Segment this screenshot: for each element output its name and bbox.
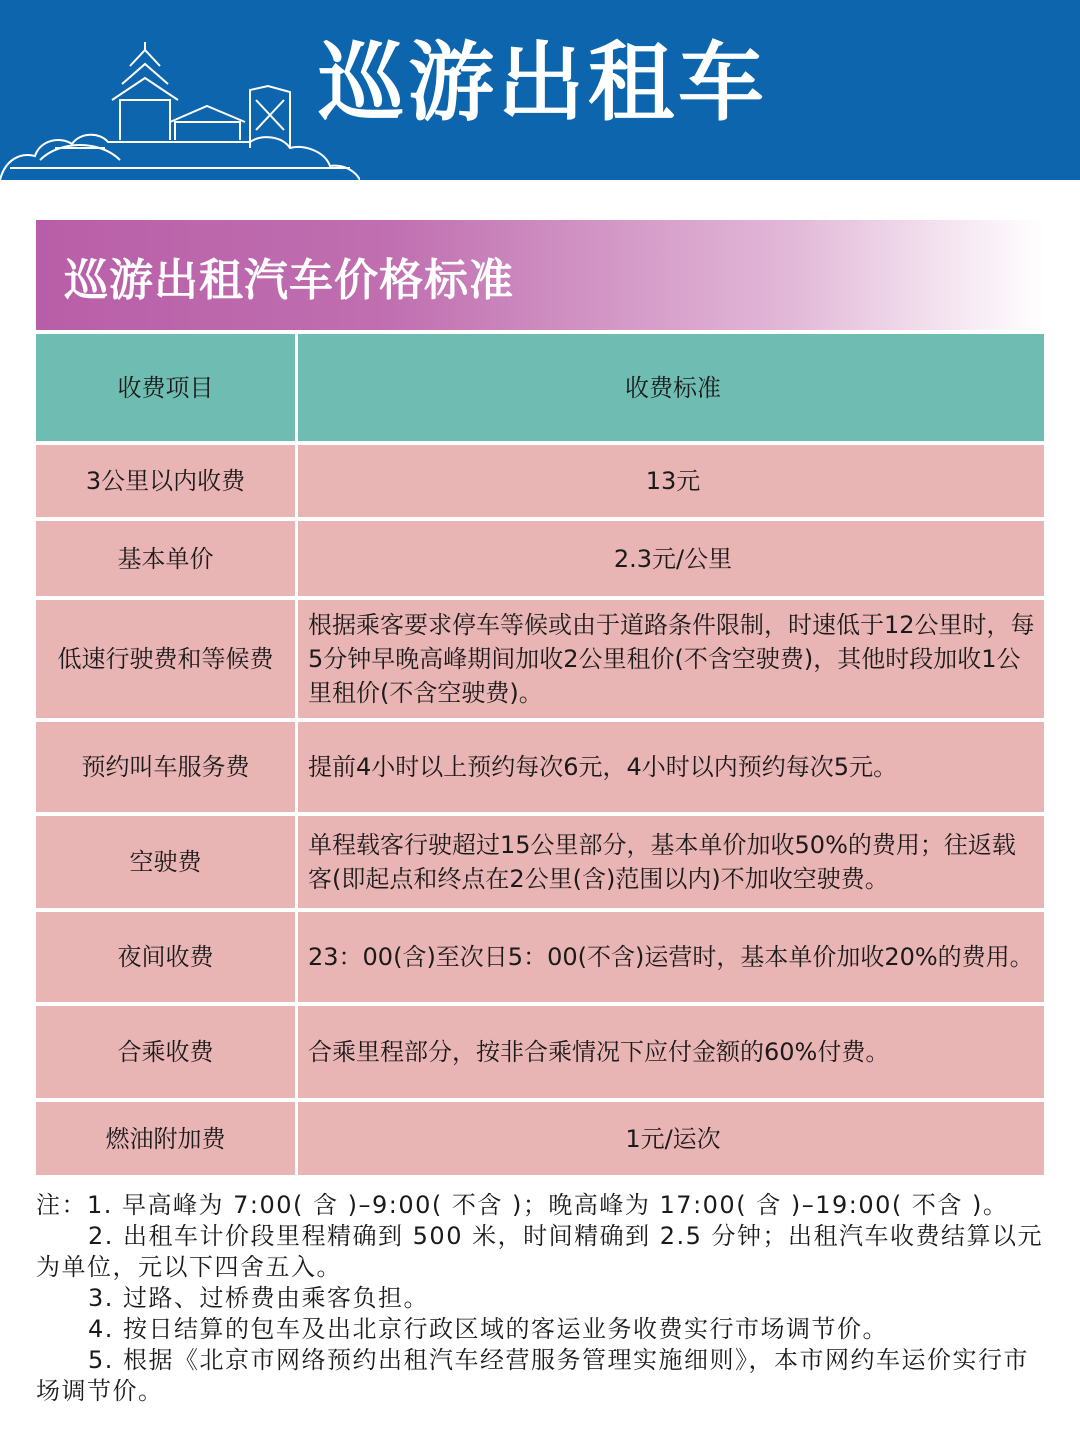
note-line: 3. 过路、过桥费由乘客负担。 — [88, 1284, 430, 1312]
row-item: 合乘收费 — [36, 1006, 295, 1098]
row-standard: 2.3元/公里 — [298, 521, 1044, 596]
table-header-row — [36, 334, 1044, 441]
row-item: 低速行驶费和等候费 — [36, 600, 295, 718]
section-header — [36, 220, 1044, 330]
note-line: 2. 出租车计价段里程精确到 500 米，时间精确到 2.5 分钟；出租汽车收费结算以元为单位，元以下四舍五入。 — [36, 1222, 1044, 1281]
header-standard: 收费标准 — [298, 334, 1044, 441]
row-item: 空驶费 — [36, 816, 295, 908]
row-standard: 合乘里程部分，按非合乘情况下应付金额的60%付费。 — [298, 1006, 1044, 1098]
table-row — [36, 722, 1044, 812]
table-row — [36, 1102, 1044, 1175]
section-title: 巡游出租汽车价格标准 — [64, 255, 514, 306]
footnotes — [36, 1190, 1046, 1407]
table-row — [36, 521, 1044, 596]
row-standard: 提前4小时以上预约每次6元，4小时以内预约每次5元。 — [298, 722, 1044, 812]
row-standard: 根据乘客要求停车等候或由于道路条件限制，时速低于12公里时，每5分钟早晚高峰期间加收2公里租价(不含空驶费)，其他时段加收1公里租价(不含空驶费)。 — [298, 600, 1044, 718]
table-row — [36, 600, 1044, 718]
table-row — [36, 912, 1044, 1002]
row-item: 夜间收费 — [36, 912, 295, 1002]
table-row — [36, 445, 1044, 517]
note-line: 5. 根据《北京市网络预约出租汽车经营服务管理实施细则》，本市网约车运价实行市场调节价。 — [36, 1346, 1030, 1405]
row-item: 燃油附加费 — [36, 1102, 295, 1175]
banner-title: 巡游出租车 — [318, 33, 768, 133]
price-table — [36, 334, 1044, 1179]
row-item: 3公里以内收费 — [36, 445, 295, 517]
header-item: 收费项目 — [36, 334, 295, 441]
row-item: 基本单价 — [36, 521, 295, 596]
row-item: 预约叫车服务费 — [36, 722, 295, 812]
row-standard: 单程载客行驶超过15公里部分，基本单价加收50%的费用；往返载客(即起点和终点在2公里(含)范围以内)不加收空驶费。 — [298, 816, 1044, 908]
beijing-skyline-icon — [0, 40, 360, 180]
row-standard: 13元 — [298, 445, 1044, 517]
table-row — [36, 1006, 1044, 1098]
row-standard: 1元/运次 — [298, 1102, 1044, 1175]
note-line: 4. 按日结算的包车及出北京行政区域的客运业务收费实行市场调节价。 — [88, 1315, 889, 1343]
note-line: 注：1. 早高峰为 7:00( 含 )–9:00( 不含 )；晚高峰为 17:00( 含 )–19:00( 不含 )。 — [36, 1191, 1009, 1219]
table-row — [36, 816, 1044, 908]
row-standard: 23：00(含)至次日5：00(不含)运营时，基本单价加收20%的费用。 — [298, 912, 1044, 1002]
top-banner — [0, 0, 1080, 180]
